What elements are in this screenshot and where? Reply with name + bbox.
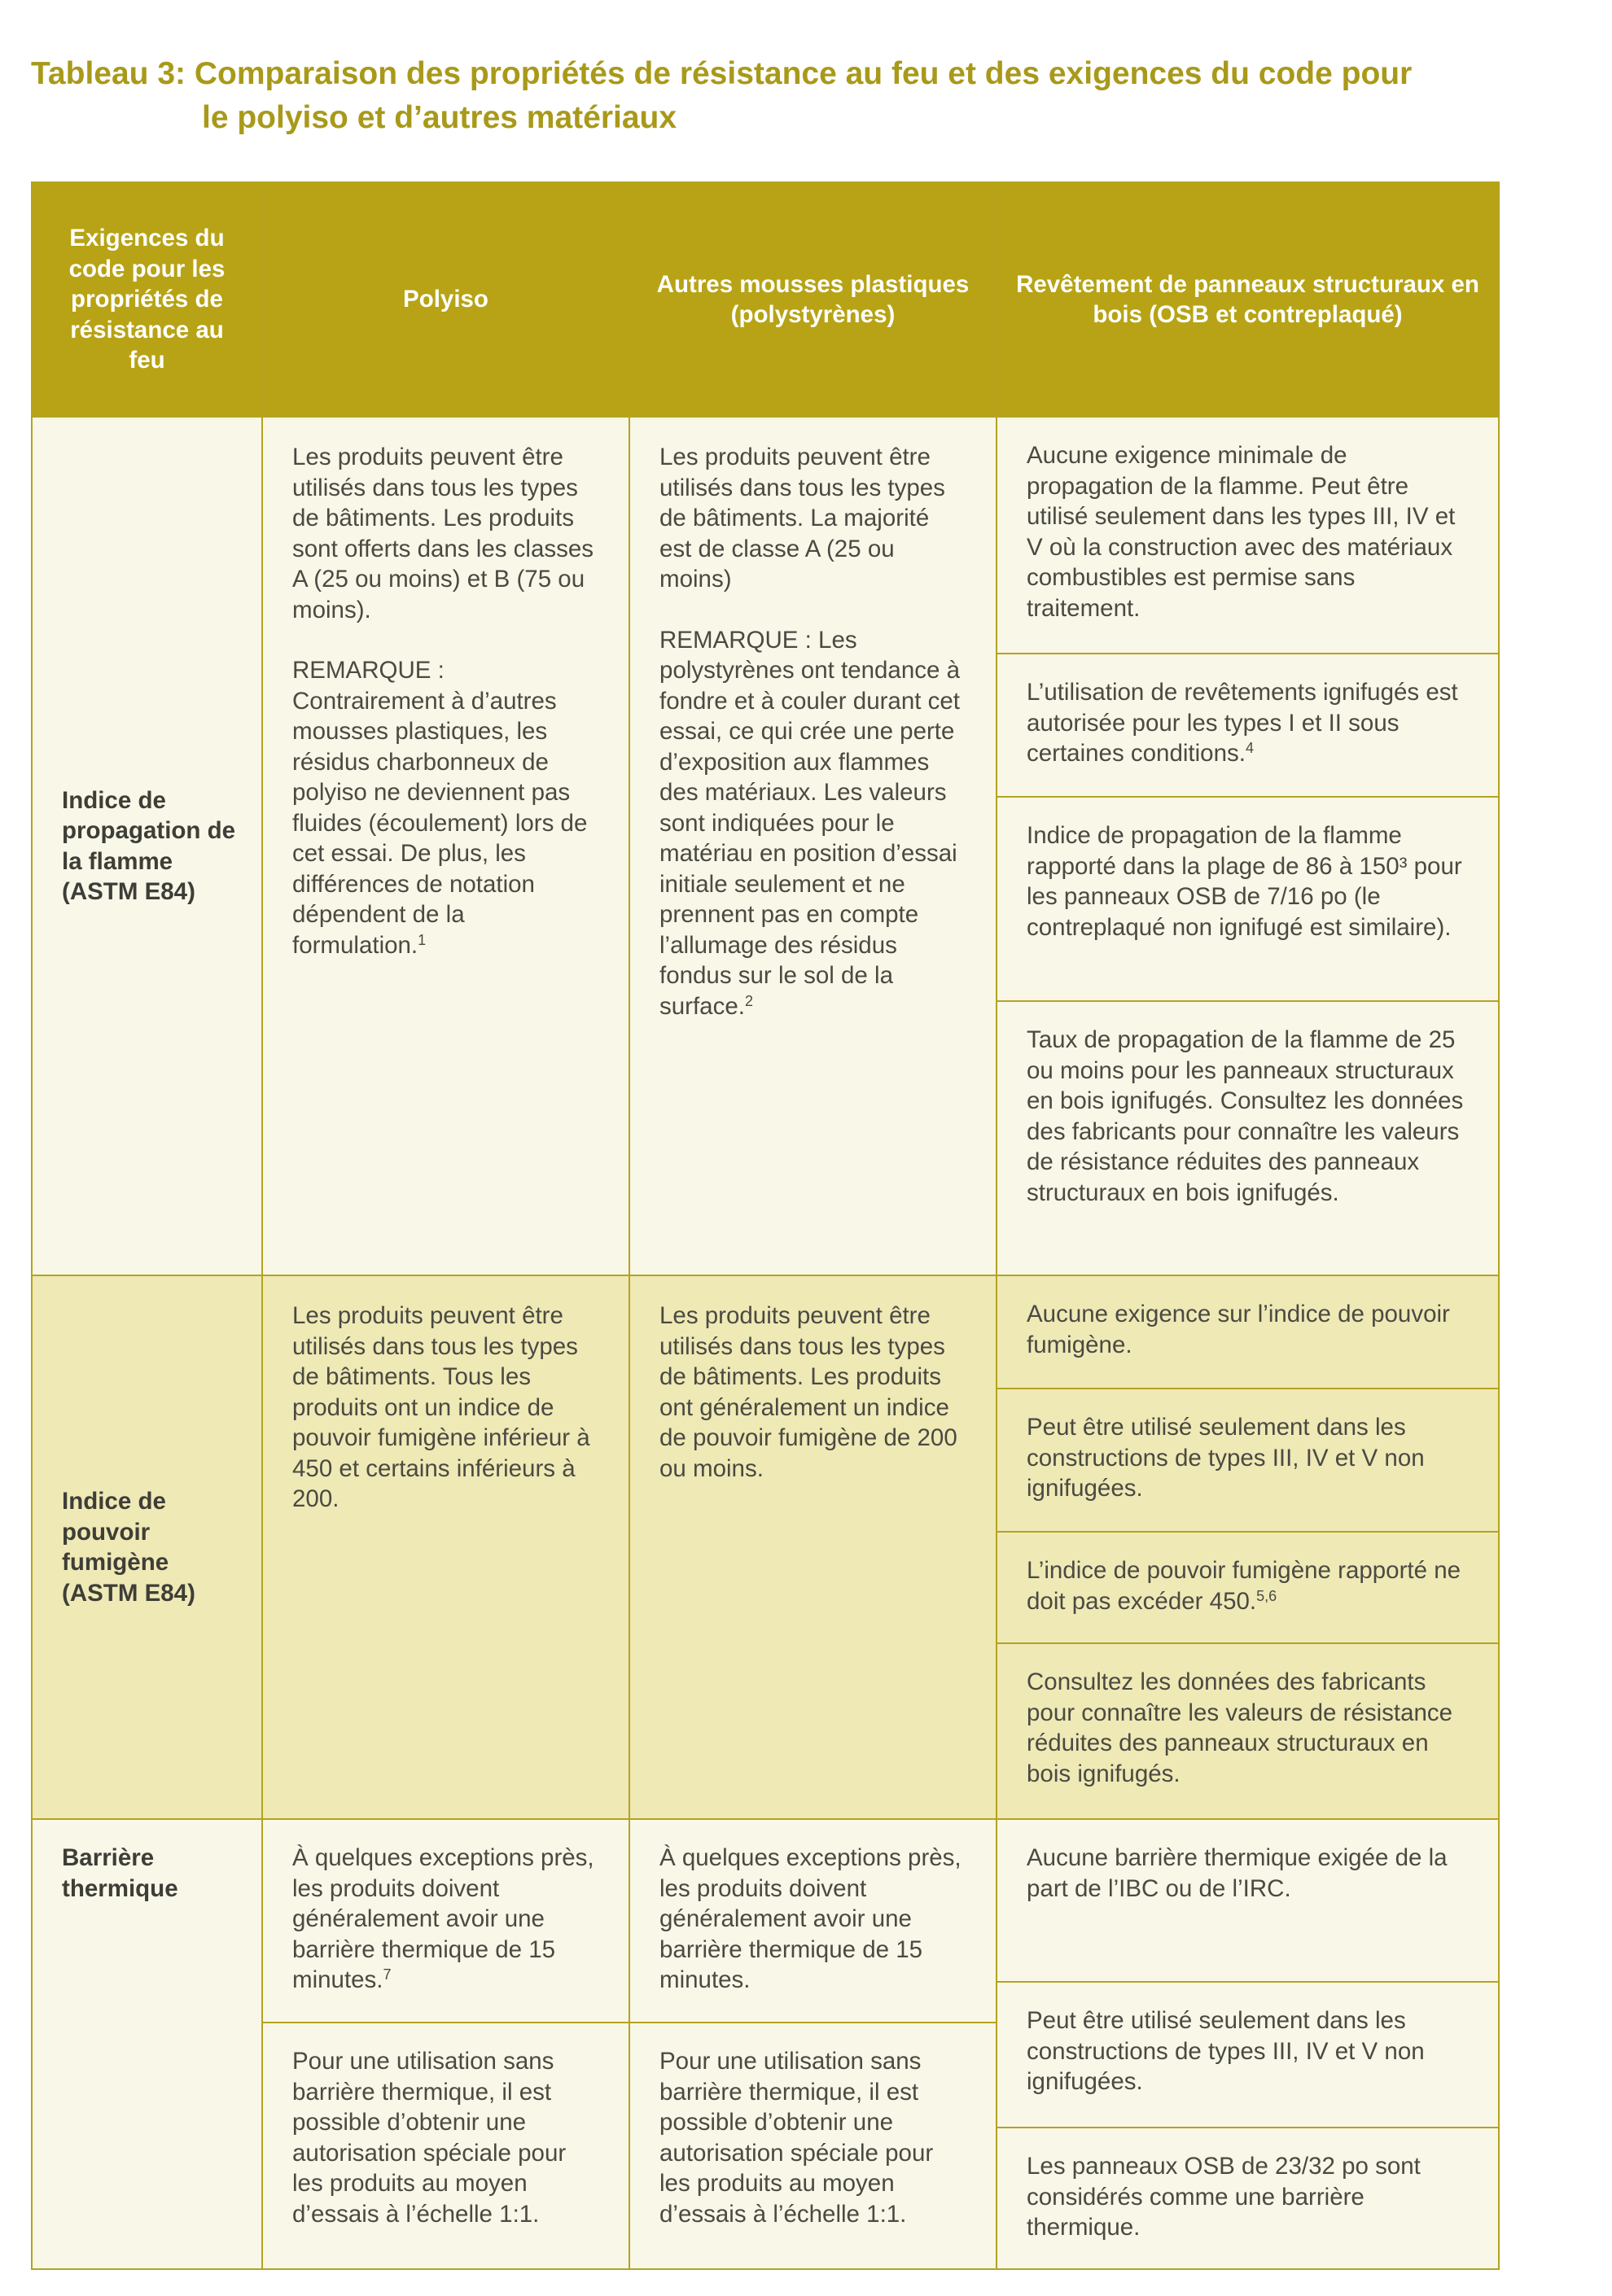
flame-wood-text: L’utilisation de revêtements ignifugés est autorisée pour les types I et II sous certaines conditions. (1027, 679, 1458, 767)
row-label-thermal-barrier: Barrière thermique (32, 1819, 262, 2269)
thermal-wood-item (997, 1820, 1498, 1983)
thermal-wood-text: Peut être utilisé seulement dans les constructions de types III, IV et V non ignifugées. (1027, 2007, 1425, 2095)
header-row (32, 182, 1499, 417)
smoke-wood-text: Peut être utilisé seulement dans les constructions de types III, IV et V non ignifugées. (1027, 1414, 1425, 1502)
header-polyiso: Polyiso (262, 182, 629, 417)
flame-wood-text: Taux de propagation de la flamme de 25 ou moins pour les panneaux structuraux en bois ignifugés. Consultez les données des fabricants pour connaître les valeurs de résistance réduites des panneaux structuraux en bois ignifugés. (1027, 1026, 1464, 1206)
footnote-ref: 5,6 (1256, 1587, 1277, 1604)
title-line-1: Tableau 3: Comparaison des propriétés de résistance au feu et des exigences du code pour (31, 56, 1413, 91)
thermal-wood-text: Les panneaux OSB de 23/32 po sont considérés comme une barrière thermique. (1027, 2153, 1421, 2241)
flame-wood-text: Aucune exigence minimale de propagation de la flamme. Peut être utilisé seulement dans les types III, IV et V où la construction avec des matériaux combustibles est permise sans traitement. (1027, 442, 1456, 622)
smoke-wood-text: L’indice de pouvoir fumigène rapporté ne doit pas excéder 450. (1027, 1557, 1461, 1615)
smoke-wood-item (997, 1533, 1498, 1644)
flame-wood-item (997, 654, 1498, 798)
cell-thermal-wood (997, 1819, 1499, 2269)
smoke-wood-text: Aucune exigence sur l’indice de pouvoir fumigène. (1027, 1301, 1450, 1358)
thermal-polyiso-top-text: À quelques exceptions près, les produits doivent généralement avoir une barrière thermique de 15 minutes. (292, 1844, 594, 1993)
page-title (31, 52, 1578, 140)
table-row-smoke (32, 1275, 1499, 1819)
thermal-polyiso-bottom: Pour une utilisation sans barrière thermique, il est possible d’obtenir une autorisation spéciale pour les produits au moyen d’essais à l’échelle 1:1. (292, 2048, 567, 2228)
header-wood-panels: Revêtement de panneaux structuraux en bois (OSB et contreplaqué) (997, 182, 1499, 417)
cell-flame-polyiso (262, 417, 629, 1275)
thermal-wood-text: Aucune barrière thermique exigée de la part de l’IBC ou de l’IRC. (1027, 1844, 1448, 1902)
flame-foams-note-text: REMARQUE : Les polystyrènes ont tendance à fondre et à couler durant cet essai, ce qui crée une perte d’exposition aux flammes des matériaux. Les valeurs sont indiquées pour le matériau en position d’essai initiale seulement et ne prennent pas en compte l’allumage des résidus fondus sur le sol de la surface. (659, 626, 960, 1020)
flame-wood-text: Indice de propagation de la flamme rapporté dans la plage de 86 à 150³ pour les panneaux OSB de 7/16 po (le contreplaqué non ignifugé est similaire). (1027, 822, 1462, 941)
thermal-wood-item (997, 1983, 1498, 2128)
flame-polyiso-note (292, 655, 599, 960)
cell-smoke-polyiso: Les produits peuvent être utilisés dans tous les types de bâtiments. Tous les produits ont un indice de pouvoir fumigène inférieur à 450 et certains inférieurs à 200. (262, 1275, 629, 1819)
table-row-thermal-barrier (32, 1819, 1499, 2269)
flame-polyiso-text: Les produits peuvent être utilisés dans tous les types de bâtiments. Les produits sont offerts dans les classes A (25 ou moins) et B (75 ou moins). (292, 444, 594, 623)
table-row-flame-spread (32, 417, 1499, 1275)
cell-thermal-foams (629, 1819, 997, 2269)
cell-thermal-polyiso (262, 1819, 629, 2269)
cell-flame-wood (997, 417, 1499, 1275)
smoke-wood-item (997, 1644, 1498, 1818)
flame-wood-item (997, 418, 1498, 654)
cell-flame-foams (629, 417, 997, 1275)
flame-foams-text: Les produits peuvent être utilisés dans tous les types de bâtiments. La majorité est de classe A (25 ou moins) (659, 444, 945, 593)
flame-wood-item (997, 1002, 1498, 1275)
thermal-polyiso-top (263, 1820, 629, 2023)
comparison-table (31, 181, 1500, 2270)
header-code-requirements: Exigences du code pour les propriétés de résistance au feu (32, 182, 262, 417)
footnote-ref: 4 (1245, 740, 1254, 756)
thermal-foams-top: À quelques exceptions près, les produits doivent généralement avoir une barrière thermique de 15 minutes. (630, 1820, 996, 2023)
flame-polyiso-note-text: REMARQUE : Contrairement à d’autres mousses plastiques, les résidus charbonneux de polyiso ne deviennent pas fluides (écoulement) lors de cet essai. De plus, les différences de notation dépendent de la formulation. (292, 657, 588, 959)
header-other-foams: Autres mousses plastiques (polystyrènes) (629, 182, 997, 417)
title-line-2: le polyiso et d’autres matériaux (202, 100, 677, 135)
smoke-wood-item (997, 1276, 1498, 1389)
row-label-smoke: Indice de pouvoir fumigène (ASTM E84) (32, 1275, 262, 1819)
row-label-flame-spread: Indice de propagation de la flamme (ASTM E84) (32, 417, 262, 1275)
smoke-wood-text: Consultez les données des fabricants pour connaître les valeurs de résistance réduites des panneaux structuraux en bois ignifugés. (1027, 1668, 1453, 1787)
thermal-foams-bottom: Pour une utilisation sans barrière thermique, il est possible d’obtenir une autorisation spéciale pour les produits au moyen d’essais à l’échelle 1:1. (659, 2048, 934, 2228)
cell-smoke-foams: Les produits peuvent être utilisés dans tous les types de bâtiments. Les produits ont généralement un indice de pouvoir fumigène de 200 ou moins. (629, 1275, 997, 1819)
flame-foams-note (659, 625, 966, 1022)
thermal-wood-item (997, 2128, 1498, 2268)
flame-wood-item (997, 798, 1498, 1002)
cell-smoke-wood (997, 1275, 1499, 1819)
footnote-ref: 7 (383, 1966, 392, 1983)
footnote-ref: 2 (744, 992, 753, 1009)
smoke-wood-item (997, 1389, 1498, 1533)
footnote-ref: 1 (418, 931, 427, 948)
